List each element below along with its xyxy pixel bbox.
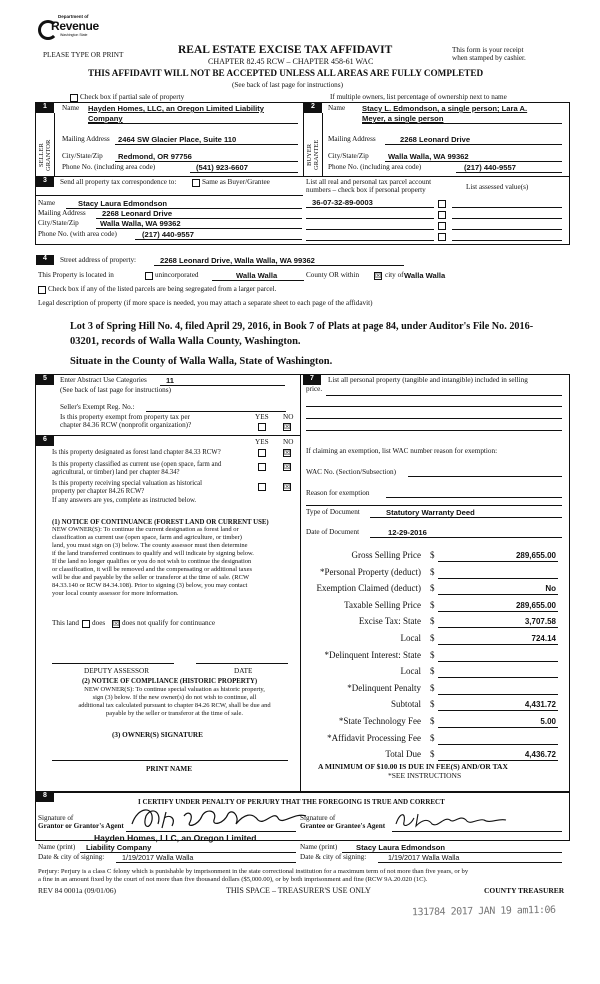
dor-logo (38, 14, 99, 40)
grantor-date-label: Date & city of signing: (38, 853, 105, 861)
notice1-line: classification as current use (open space, farm and agriculture, or timber) (52, 534, 242, 541)
dollar-sign: $ (430, 666, 435, 677)
wac-no-label: WAC No. (Section/Subsection) (306, 468, 397, 476)
segregated-checkbox[interactable] (38, 286, 46, 294)
dollar-sign: $ (430, 749, 435, 760)
calc-row-label: Taxable Selling Price (344, 599, 421, 610)
logo-main-text: Revenue (51, 19, 99, 33)
calc-row-label: *Affidavit Processing Fee (327, 732, 421, 743)
notice-compliance-title: (2) NOTICE OF COMPLIANCE (HISTORIC PROPERTY) (82, 678, 258, 685)
type-doc-label: Type of Document (306, 508, 360, 516)
city-value[interactable]: Walla Walla (404, 271, 446, 280)
grantor-name-print-label: Name (print) (38, 843, 76, 851)
dollar-sign: $ (430, 682, 435, 693)
buyer-name-value-2[interactable]: Meyer, a single person (362, 114, 444, 123)
list-parcels-2: numbers – check box if personal property (306, 186, 426, 194)
multiple-owners-label: If multiple owners, list percentage of ownership next to name (330, 93, 507, 101)
buyer-name-label: Name (328, 104, 346, 112)
calc-row-underline (438, 644, 558, 645)
section-3-number: 3 (36, 177, 54, 187)
located-label: This Property is located in (38, 271, 114, 279)
calc-row-underline (438, 744, 558, 745)
parcel-personal-checkbox-1[interactable] (438, 200, 446, 208)
grantee-name-value[interactable]: Stacy Laura Edmondson (356, 843, 446, 852)
list-personal-1: List all personal property (tangible and intangible) included in selling (328, 376, 528, 384)
calc-row-value[interactable]: 724.14 (531, 634, 556, 643)
historic-q-a: Is this property receiving special valuation as historical (52, 480, 203, 487)
claiming-exemption-label: If claiming an exemption, list WAC number reason for exemption: (306, 447, 498, 455)
form-title: REAL ESTATE EXCISE TAX AFFIDAVIT (178, 44, 393, 56)
yes-header-5: YES (255, 413, 269, 421)
perjury-line-2: a fine in an amount fixed by the court of not more than five thousand dollars ($5,000.00), or by both imprisonment and fine (RCW 9A.20.020 (1C). (38, 876, 428, 883)
street-value[interactable]: 2268 Leonard Drive, Walla Walla, WA 99362 (160, 256, 315, 265)
forest-yes-checkbox[interactable] (258, 449, 266, 457)
calc-row-value[interactable]: 289,655.00 (515, 600, 556, 610)
notice1-line: will be due and payable by the seller or transferor at the time of sale. (RCW (52, 574, 250, 581)
forest-land-q: Is this property designated as forest land chapter 84.33 RCW? (52, 449, 221, 456)
dollar-sign: $ (430, 716, 435, 726)
exempt-no-checkbox[interactable]: ☒ (284, 423, 291, 431)
tax-mailing-label: Mailing Address (38, 209, 86, 217)
calc-row-underline (438, 727, 558, 728)
tax-name-value[interactable]: Stacy Laura Edmondson (78, 199, 168, 208)
date-doc-label: Date of Document (306, 528, 360, 536)
forest-no-checkbox[interactable]: ☒ (284, 449, 291, 457)
grantor-sig-of: Signature of (38, 814, 74, 822)
treasurer-stamp: 131784 2017 JAN 19 am11:06 (411, 904, 556, 919)
grantee-agent-label: Grantee or Grantee's Agent (300, 822, 386, 830)
calc-row-value[interactable]: 4,431.72 (524, 700, 556, 710)
dollar-sign: $ (430, 599, 435, 610)
calc-row-underline (438, 661, 558, 662)
dollar-sign: $ (430, 550, 435, 560)
minimum-fee-2: *SEE INSTRUCTIONS (388, 771, 462, 780)
seller-phone-label: Phone No. (including area code) (62, 163, 156, 171)
section-5-number: 5 (36, 375, 54, 385)
calc-row-value[interactable]: 5.00 (540, 717, 556, 726)
grantor-name-value[interactable]: Liability Company (86, 843, 152, 852)
this-land-label: This land (52, 619, 79, 627)
partial-sale-checkbox[interactable] (70, 94, 78, 102)
seller-name-value[interactable]: Hayden Homes, LLC, an Oregon Limited Liability (88, 104, 264, 113)
city-of-label: city of (385, 271, 404, 279)
current-use-q-b: agricultural, or timber) land per chapter 84.34? (52, 469, 180, 476)
county-within-label: County OR within (306, 271, 360, 279)
treasurer-only: THIS SPACE – TREASURER'S USE ONLY (226, 886, 371, 895)
legal-line-1: Lot 3 of Spring Hill No. 4, filed April 29, 2016, in Book 7 of Plats at page 84, under Auditor's File No. 2016- (70, 321, 534, 332)
seller-grantor-label: SELLER GRANTOR (38, 139, 52, 171)
assessed-values-label: List assessed value(s) (466, 183, 529, 191)
section-2-number: 2 (304, 103, 322, 113)
dollar-sign: $ (430, 732, 435, 743)
county-treasurer: COUNTY TREASURER (484, 886, 565, 895)
notice2-line: payable by the seller or transferor at the time of sale. (106, 710, 243, 717)
seller-mailing-label: Mailing Address (62, 135, 110, 143)
parcel-personal-checkbox-2[interactable] (438, 211, 446, 219)
seller-mailing-value[interactable]: 2464 SW Glacier Place, Suite 110 (118, 135, 237, 144)
unincorporated-label: unincorporated (155, 271, 199, 279)
tax-name-label: Name (38, 199, 56, 207)
perjury-line-1: Perjury: Perjury is a class C felony which is punishable by imprisonment in the state correctional institution for a maximum term of not more than five years, or by (38, 868, 469, 875)
partial-sale-label: Check box if partial sale of property (80, 93, 185, 101)
date-doc-value[interactable]: 12-29-2016 (388, 528, 427, 537)
dollar-sign: $ (430, 583, 435, 594)
receipt-note-2: when stamped by cashier. (452, 54, 526, 62)
dollar-sign: $ (430, 699, 435, 710)
tax-phone-value[interactable]: (217) 440-9557 (142, 230, 194, 239)
unincorporated-checkbox[interactable] (145, 272, 153, 280)
please-type: PLEASE TYPE OR PRINT (43, 51, 124, 59)
seller-name-value-2[interactable]: Company (88, 114, 123, 123)
grantee-date-label: Date & city of signing: (300, 853, 367, 861)
calc-row-label: Excise Tax: State (358, 616, 421, 627)
buyer-phone-label: Phone No. (including area code) (328, 163, 422, 171)
section-4-number: 4 (36, 255, 54, 265)
current-use-no-checkbox[interactable]: ☒ (284, 463, 291, 471)
notice1-line: NEW OWNER(S): To continue the current designation as forest land or (52, 526, 239, 533)
calc-row-underline (438, 578, 558, 579)
land-does-checkbox[interactable] (82, 620, 90, 628)
enter-abstract-label: Enter Abstract Use Categories (60, 376, 147, 384)
tax-city-label: City/State/Zip (38, 219, 79, 227)
same-as-buyer-checkbox[interactable] (192, 179, 200, 187)
legal-line-3: Situate in the County of Walla Walla, State of Washington. (70, 356, 333, 367)
form-subtitle: CHAPTER 82.45 RCW – CHAPTER 458-61 WAC (208, 57, 374, 66)
abstract-value[interactable]: 11 (166, 376, 175, 385)
logo-top-text: Department of (58, 14, 89, 19)
notice-compliance-body (52, 686, 297, 718)
sellers-exempt-label: Seller's Exempt Reg. No.: (60, 403, 135, 411)
calc-row-underline (438, 694, 558, 695)
affidavit-warning: THIS AFFIDAVIT WILL NOT BE ACCEPTED UNLESS ALL AREAS ARE FULLY COMPLETED (88, 68, 484, 78)
calc-row-underline (438, 594, 558, 595)
grantor-signature (128, 804, 318, 832)
list-parcels-1: List all real and personal tax parcel account (306, 178, 432, 186)
buyer-grantee-label: BUYER GRANTEE (306, 139, 320, 171)
type-doc-value[interactable]: Statutory Warranty Deed (386, 508, 475, 517)
notice1-line: if the land transferred continues to qualify and will indicate by signing below. (52, 550, 254, 557)
calc-row-label: *Delinquent Penalty (347, 682, 421, 693)
reason-label: Reason for exemption (306, 489, 370, 497)
calc-row-label: *Delinquent Interest: State (324, 649, 421, 660)
buyer-mailing-value[interactable]: 2268 Leonard Drive (400, 135, 471, 144)
section-1-number: 1 (36, 103, 54, 113)
seller-city-value[interactable]: Redmond, OR 97756 (118, 152, 192, 161)
notice-continuance-title: (1) NOTICE OF CONTINUANCE (FOREST LAND OR CURRENT USE) (52, 519, 269, 526)
calc-row-label: Exemption Claimed (deduct) (316, 583, 421, 594)
section-6-number: 6 (36, 436, 54, 446)
certify-statement: I CERTIFY UNDER PENALTY OF PERJURY THAT THE FOREGOING IS TRUE AND CORRECT (138, 798, 445, 806)
calc-row-label: *Personal Property (deduct) (320, 566, 421, 577)
dollar-sign: $ (430, 649, 435, 660)
calc-row-value[interactable]: 4,436.72 (524, 750, 556, 760)
no-header-5: NO (283, 413, 294, 421)
see-back-header: (See back of last page for instructions) (232, 81, 343, 89)
calc-row-underline (438, 627, 558, 628)
tax-mailing-value[interactable]: 2268 Leonard Drive (102, 209, 173, 218)
calc-row-value[interactable]: 289,655.00 (515, 551, 556, 560)
seller-city-label: City/State/Zip (62, 152, 103, 160)
owners-signature-label: (3) OWNER(S) SIGNATURE (112, 731, 203, 739)
dollar-sign: $ (430, 566, 435, 577)
notice-continuance-body (52, 526, 297, 598)
grantee-name-print-label: Name (print) (300, 843, 338, 851)
current-use-yes-checkbox[interactable] (258, 463, 266, 471)
historic-yes-checkbox[interactable] (258, 483, 266, 491)
notice1-line: If the land no longer qualifies or you do not wish to continue the designation (52, 558, 252, 565)
calc-row-label: Local (400, 666, 421, 677)
dollar-sign: $ (430, 616, 435, 627)
no-header-6: NO (283, 438, 294, 446)
calc-row-label: *State Technology Fee (338, 716, 421, 726)
abstract-see-back: (See back of last page for instructions) (60, 386, 171, 394)
calc-row-underline (438, 611, 558, 612)
if-yes-note: If any answers are yes, complete as instructed below. (52, 497, 197, 504)
list-personal-2: price. (306, 385, 323, 393)
dollar-sign: $ (430, 633, 435, 643)
historic-q-b: property per chapter 84.26 RCW? (52, 488, 145, 495)
does-not-label: does not qualify for continuance (122, 619, 216, 627)
receipt-note-1: This form is your receipt (452, 46, 524, 54)
section-8-number: 8 (36, 792, 54, 802)
send-all-label: Send all property tax correspondence to: (60, 178, 177, 186)
notice1-line: land, you must sign on (3) below. The county assessor must then determine (52, 542, 248, 549)
grantor-date-value[interactable]: 1/19/2017 Walla Walla (122, 853, 194, 862)
current-use-q-a: Is this property classified as current use (open space, farm and (52, 461, 222, 468)
exempt-q1: Is this property exempt from property tax per (60, 413, 190, 421)
logo-sub-text: Washington State (60, 33, 88, 37)
date-label: DATE (234, 667, 253, 675)
calc-row-value[interactable]: 3,707.58 (524, 617, 556, 627)
exempt-q2: chapter 84.36 RCW (nonprofit organization)? (60, 421, 192, 429)
calc-row-underline (438, 677, 558, 678)
seller-phone-value[interactable]: (541) 923-6607 (196, 163, 248, 172)
notice1-line: your local county assessor for more information. (52, 590, 179, 597)
segregated-label: Check box if any of the listed parcels are being segregated from a larger parcel. (48, 285, 277, 293)
calc-row-label: Total Due (385, 749, 421, 760)
buyer-phone-value[interactable]: (217) 440-9557 (464, 163, 516, 172)
exempt-yes-checkbox[interactable] (258, 423, 266, 431)
tax-phone-label: Phone No. (with area code) (38, 230, 117, 238)
historic-no-checkbox[interactable]: ☒ (284, 483, 291, 491)
notice1-line: 84.33.140 or RCW 84.34.108). Prior to signing (3) below, you may contact (52, 582, 248, 589)
buyer-name-value[interactable]: Stacy L. Edmondson, a single person; Lara A. (362, 104, 528, 113)
calc-row-label: Local (400, 633, 421, 643)
county-value[interactable]: Walla Walla (236, 271, 278, 280)
tax-city-value[interactable]: Walla Walla, WA 99362 (100, 219, 181, 228)
legal-line-2: 03201, records of Walla Walla County, Washington. (70, 336, 301, 347)
grantor-name-line1[interactable]: Hayden Homes, LLC, an Oregon Limited (94, 833, 257, 843)
seller-name-label: Name (62, 104, 80, 112)
minimum-fee-1: A MINIMUM OF $10.00 IS DUE IN FEE(S) AND/OR TAX (318, 762, 508, 771)
legal-description-label: Legal description of property (if more space is needed, you may attach a separate sheet to each page of the affidavit) (38, 299, 373, 307)
notice2-line: sign (3) below. If the new owner(s) do not wish to continue, all (92, 694, 257, 701)
land-does-not-checkbox[interactable]: ☒ (113, 620, 120, 628)
yes-header-6: YES (255, 438, 269, 446)
calc-row-label: Subtotal (390, 699, 421, 710)
parcel-number-value[interactable]: 36-07-32-89-0003 (312, 198, 373, 207)
parcel-personal-checkbox-4[interactable] (438, 233, 446, 241)
street-label: Street address of property: (60, 256, 137, 264)
notice2-line: NEW OWNER(S): To continue special valuation as historic property, (84, 686, 265, 693)
rev-number: REV 84 0001a (09/01/06) (38, 886, 116, 895)
same-as-buyer-label: Same as Buyer/Grantee (202, 178, 270, 186)
grantee-signature (392, 808, 512, 830)
notice2-line: additional tax calculated pursuant to chapter 84.26 RCW, shall be due and (78, 702, 271, 709)
calc-row-label: Gross Selling Price (351, 550, 421, 560)
calc-row-underline (438, 561, 558, 562)
parcel-personal-checkbox-3[interactable] (438, 222, 446, 230)
grantee-sig-of: Signature of (300, 814, 336, 822)
calc-row-underline (438, 710, 558, 711)
deputy-assessor-label: DEPUTY ASSESSOR (84, 667, 150, 675)
calc-row-value[interactable]: No (545, 584, 556, 594)
notice1-line: or classification, it will be removed and the compensating or additional taxes (52, 566, 252, 573)
print-name-label: PRINT NAME (146, 765, 192, 773)
city-of-checkbox[interactable]: ☒ (375, 272, 382, 280)
buyer-city-value[interactable]: Walla Walla, WA 99362 (388, 152, 469, 161)
buyer-mailing-label: Mailing Address (328, 135, 376, 143)
buyer-city-label: City/State/Zip (328, 152, 369, 160)
section-7-number: 7 (303, 375, 321, 385)
grantee-date-value[interactable]: 1/19/2017 Walla Walla (388, 853, 460, 862)
grantor-agent-label: Grantor or Grantor's Agent (38, 822, 124, 830)
does-label: does (92, 619, 106, 627)
